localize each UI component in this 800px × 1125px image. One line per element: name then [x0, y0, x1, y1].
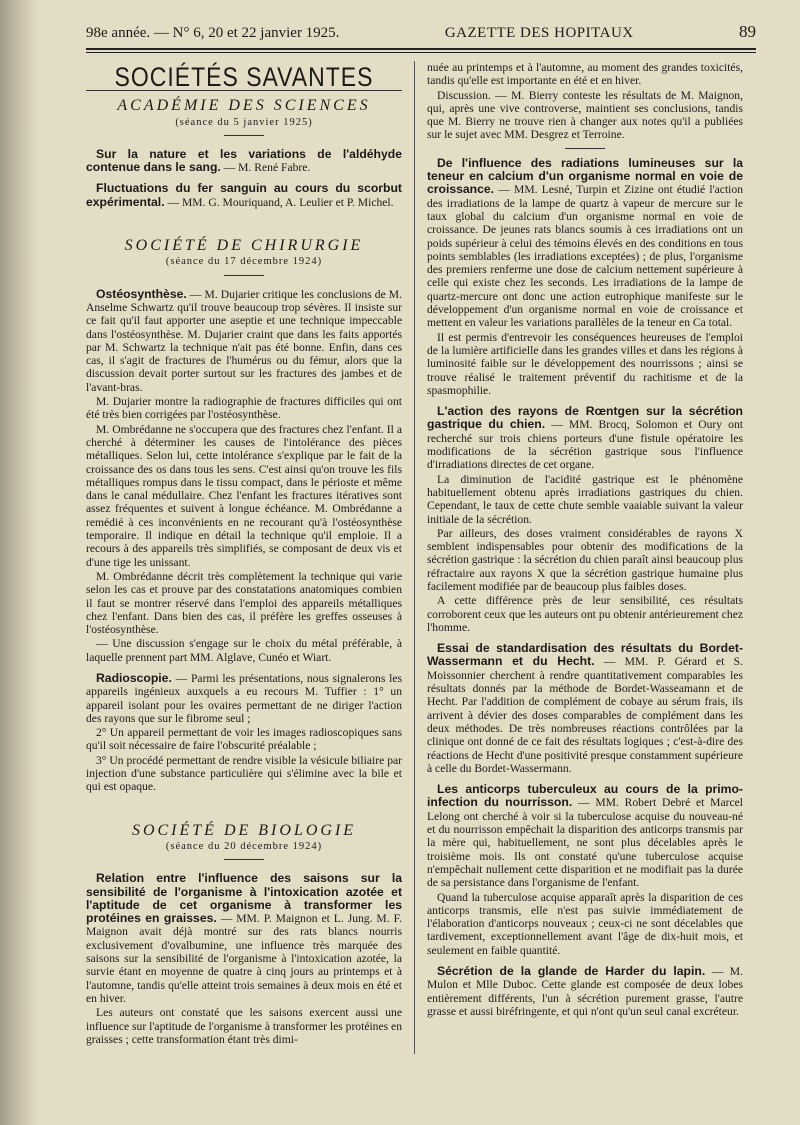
- article-entry: [86, 288, 402, 664]
- article-body: — MM. P. Maignon et L. Jung. M. F. Maignon avait déjà montré sur des rats blancs nourris exclusivement d'ovalbumine, une influence très marquée des saisons sur la sensibilité de l'organisme à l'intoxication azotée, la survie étant en moyenne de quatre à cinq jours au printemps et à l'automne, tandis qu'elle atteint trois semaines à deux mois en été et en hiver.: [86, 912, 402, 1005]
- article-paragraph: M. Ombrédanne décrit très complètement la technique qui varie selon les cas et prouve par des constatations anatomiques combien il faut se montrer réservé dans l'emploi des appareils métalliques chez l'enfant. Dans bien des cas, il préfère les greffes osseuses à l'ostéosynthèse.: [86, 569, 402, 637]
- article-entry: [427, 642, 743, 775]
- article-entry: [427, 965, 743, 1018]
- left-column: [86, 61, 415, 1054]
- article-paragraph: A cette différence près de leur sensibilité, ces résultats corroborent ceux que les auteurs ont pu obtenir antérieurement chez l'homme.: [427, 594, 743, 634]
- article-paragraph: Quand la tuberculose acquise apparaît après la disparition de ces anticorps transmis, elle n'est pas suivie immédiatement de l'élaboration d'anticorps nouveaux ; ceux-ci ne sont décelables que tardivement, exceptionnellement avant l'âge de dix-huit mois, et seulement en faible quantité.: [427, 890, 743, 957]
- columns: [86, 61, 756, 1054]
- article-title: Ostéosynthèse.: [96, 286, 187, 301]
- article-body: — MM. Robert Debré et Marcel Lelong ont cherché à voir si la tuberculose acquise du nouveau-né et du nourrisson empêchait la disparition des anticorps transmis par la mère qui, habituellement, ne sont plus décelables après le troisième mois. Ils ont constaté qu'une tuberculose acquise n'empêchait nullement cette disparition et ne modifiait pas la durée de sa persistance dans l'organisme de l'enfant.: [427, 796, 743, 890]
- article-title: De l'influence des radiations lumineuses sur la teneur en calcium d'un organisme normal en voie de croissance.: [427, 155, 743, 197]
- academie-seance: (séance du 5 janvier 1925): [175, 116, 313, 128]
- continuation-paragraph: nuée au printemps et à l'automne, au moment des grandes toxicités, tandis qu'elle est importante en été et en hiver.: [427, 61, 743, 88]
- divider: [224, 275, 264, 276]
- page-number: 89: [739, 22, 756, 41]
- discussion-paragraph: Discussion. — M. Bierry conteste les résultats de M. Maignon, qui, après une vive controverse, maintient ses conclusions, tandis que M. Bierry ne trouve rien à changer aux notes qu'il a publiées sur le sujet avec MM. Desgrez et Terroine.: [427, 88, 743, 142]
- article-paragraph: Les auteurs ont constaté que les saisons exercent aussi une influence sur l'aptitude de l'organisme à transformer les protéines en graisses ; cette transformation étant très dimi-: [86, 1006, 402, 1046]
- article-entry: [427, 783, 743, 957]
- article-paragraph: 3° Un procédé permettant de rendre visible la vésicule biliaire par injection d'une substance particulière qui s'élimine avec la bile et qui est opaque.: [86, 753, 402, 794]
- article-entry: [427, 405, 743, 634]
- article-body: — MM. Brocq, Solomon et Oury ont recherché sur trois chiens porteurs d'une fistule opératoire les modifications de la sécrétion gastrique sous l'influence d'irradiations directes de cet organe.: [427, 418, 743, 472]
- article-entry: [427, 157, 743, 397]
- divider: [224, 859, 264, 860]
- article-body: — MM. G. Mouriquand, A. Leulier et P. Michel.: [164, 195, 394, 209]
- page-header: [86, 22, 756, 46]
- article-title: Radioscopie.: [96, 670, 172, 685]
- article-paragraph: M. Dujarier montre la radiographie de fractures difficiles qui ont été très bien corrigées par l'ostéosynthèse.: [86, 395, 402, 422]
- article-entry: [86, 148, 402, 175]
- article-title: Sécrétion de la glande de Harder du lapin.: [437, 964, 706, 978]
- article-paragraph: Par ailleurs, des doses vraiment considérables de rayons X semblent indispensables pour obtenir des modifications de la sécrétion gastrique : la sécrétion du chien paraît ainsi beaucoup plus réfractaire aux rayons X que la sécrétion gastrique humaine plus facilement modifiée par de beaucoup plus faibles doses.: [427, 526, 743, 593]
- divider: [565, 148, 605, 149]
- article-title: Fluctuations du fer sanguin au cours du scorbut expérimental.: [86, 181, 402, 209]
- article-body: — M. Mulon et Mlle Duboc. Cette glande est composée de deux lobes entièrement différents, l'un à sécrétion purement grasse, l'autre grasse et aussi biréfringente, et qui n'ont qu'un seul canal excréteur.: [427, 965, 743, 1018]
- article-paragraph: 2° Un appareil permettant de voir les images radioscopiques sans qu'il soit nécessaire de faire l'obscurité préalable ;: [86, 726, 402, 753]
- article-title: Essai de standardisation des résultats du Bordet-Wassermann et du Hecht.: [427, 641, 743, 669]
- chirurgie-seance: (séance du 17 décembre 1924): [165, 256, 323, 268]
- academie-title: ACADÉMIE DES SCIENCES: [117, 97, 371, 115]
- article-entry: [86, 672, 402, 794]
- article-entry: [86, 182, 402, 209]
- article-paragraph: La diminution de l'acidité gastrique est le phénomène habituellement obtenu après irradiations gastriques du chien. Cependant, le taux de cette chute semble vaaiable suivant la valeur initiale de la sécrétion.: [427, 472, 743, 526]
- article-title: Les anticorps tuberculeux au cours de la primo-infection du nourrisson.: [427, 782, 743, 810]
- article-body: — Parmi les présentations, nous signalerons les appareils ingénieux auxquels a eu recours M. Tuffier : 1° un appareil isolant pour les ovaires permettant de ne diriger l'action des rayons que sur le fibrome seul ;: [86, 671, 402, 725]
- biologie-seance: (séance du 20 décembre 1924): [165, 840, 323, 852]
- article-paragraph: M. Ombrédanne ne s'occupera que des fractures chez l'enfant. Il a cherché à déterminer les causes de l'intolérance des pièces métalliques. Selon lui, cette intolérance s'explique par le fait de la croissance des os dans tous les sens. C'est ainsi qu'on trouve les fils métalliques rompus dans le tissu compact, dans le périoste et même dans le canal médullaire. Chez l'enfant les fractures itératives sont assez fréquentes et suivent à longue échéance. M. Ombrédanne a remédié à ces inconvénients en ne recourant qu'à l'ostéosynthèse temporaire. Il indique en détail la technique qu'il emploie. Il a recours à des appareils très simplifiés, se composant de deux vis et d'une tige les unissant.: [86, 422, 402, 569]
- header-rule: [86, 48, 756, 53]
- article-entry: [86, 872, 402, 1046]
- article-title: Sur la nature et les variations de l'aldéhyde contenue dans le sang.: [86, 146, 402, 175]
- article-title: L'action des rayons de Rœntgen sur la sécrétion gastrique du chien.: [427, 404, 743, 432]
- article-body: — M. René Fabre.: [220, 161, 311, 175]
- article-paragraph: Il est permis d'entrevoir les conséquences heureuses de l'emploi de la lumière artificielle dans les grandes villes et dans les régions à luminosité faible sur le développement des nourrissons ; ainsi se trouve réalisé le traitement préventif du rachitisme et de la spasmophilie.: [427, 330, 743, 397]
- section-title: SOCIÉTÉS SAVANTES: [114, 61, 374, 92]
- article-title: Relation entre l'influence des saisons sur la sensibilité de l'organisme à l'intoxication azotée et l'aptitude de cet organisme à transformer les protéines en graisses.: [86, 871, 402, 926]
- article-body: — M. Dujarier critique les conclusions de M. Anselme Schwartz qu'il trouve beaucoup trop sévères. Il insiste sur ce fait qu'il faut apporter une aseptie et une technique impeccable dans l'ostéosynthèse. M. Dujarier craint que dans les faits apportés par M. Schwartz la technique n'ait pas été bonne. Enfin, dans ces cas, il s'agit de fractures de l'humérus ou du fémur, alors que la discussion devait porter surtout sur les fractures des jambes et de l'avant-bras.: [86, 287, 402, 394]
- chirurgie-title: SOCIÉTÉ DE CHIRURGIE: [124, 237, 364, 255]
- article-body: — MM. Lesné, Turpin et Zizine ont étudié l'action des irradiations de la lampe de quartz à vapeur de mercure sur le taux global du calcium d'un organisme normal en voie de croissance. De jeunes rats blancs soumis à ces irradiations ont un poids supérieur à celui des témoins élevés en des conditions en tous points semblables (les irradiations exceptées) ; de plus, l'organisme des premiers renferme une dose de calcium nettement supérieure à celle qui existe chez les seconds. Les irradiations de la lampe de quartz-mercure ont donc une action eutrophique manifeste sur le développement d'un organisme normal en voie de croissance et mettent en valeur les variations parallèles de la teneur en Ca total.: [427, 183, 743, 330]
- article-body: — MM. P. Gérard et S. Moissonnier cherchent à rendre quantitativement comparables les résultats donnés par la méthode de Bordet-Wasseamann et de Hecht. Par l'addition de complément de cobaye au sérum frais, ils arrivent à dévier des doses comparables de complément dans les deux méthodes. De très nombreuses réactions contrôlées par la clinique ont donné de ce fait des résultats logiques ; c'est-à-dire des réactions de Hecht d'une positivité presque constamment supérieure à celle du Bordet-Wassermann.: [427, 655, 743, 775]
- right-column: [415, 61, 743, 1054]
- biologie-title: SOCIÉTÉ DE BIOLOGIE: [131, 821, 357, 839]
- journal-title: GAZETTE DES HOPITAUX: [444, 25, 634, 41]
- article-paragraph: — Une discussion s'engage sur le choix du métal préférable, à laquelle prennent part MM. Alglave, Cunéo et Wiart.: [86, 637, 402, 664]
- divider: [224, 135, 264, 136]
- issue-info: 98e année. — N° 6, 20 et 22 janvier 1925.: [86, 25, 340, 41]
